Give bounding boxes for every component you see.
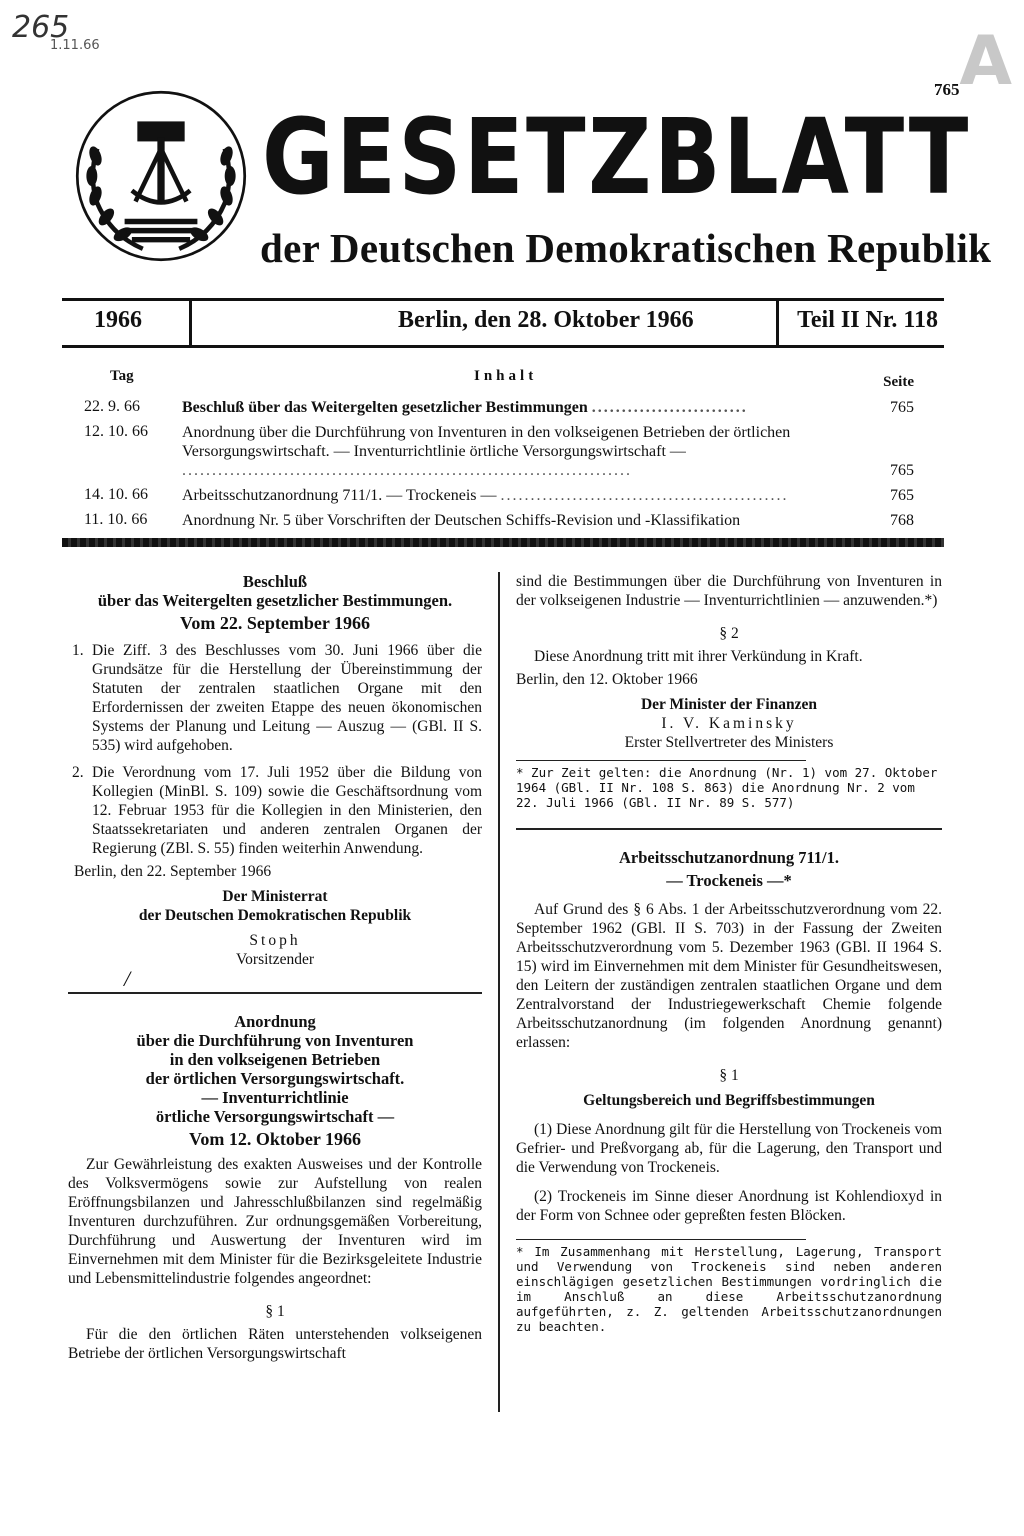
anordnung-subheading: örtliche Versorgungswirtschaft — xyxy=(155,1107,395,1126)
masthead-subtitle: der Deutschen Demokratischen Republik xyxy=(260,225,992,271)
anordnung-signer-title: Erster Stellvertreter des Ministers xyxy=(624,734,834,751)
beschluss-authority: Der Ministerrat xyxy=(222,888,328,905)
toc-row-page: 768 xyxy=(890,512,914,529)
state-emblem-icon xyxy=(70,85,252,267)
masthead-title: GESETZBLATT xyxy=(262,96,971,218)
anordnung-signer: I. V. Kaminsky xyxy=(661,715,797,732)
item-text: Die Ziff. 3 des Beschlusses vom 30. Juni 1966 über die Grundsätze für die Herstellung der Übereinstimmung der Statuten der zentralen staatlichen Organe mit den Erfordernissen der zweiten Etappe des neuen ökonomischen Systems der Planung und Leitung — Auszug — (GBl. II S. 535) wird aufgehoben. xyxy=(92,642,482,754)
toc-header-content: Inhalt xyxy=(474,368,538,384)
page-number: 765 xyxy=(934,80,960,99)
table-of-contents xyxy=(62,368,944,536)
anordnung-subheading: über die Durchführung von Inventuren xyxy=(136,1031,414,1050)
toc-row-title: Beschluß über das Weitergelten gesetzlicher Bestimmungen xyxy=(182,399,588,416)
toc-row[interactable] xyxy=(62,423,944,480)
toc-row-date: 12. 10. 66 xyxy=(84,423,148,440)
anordnung-paragraph-2-label: § 2 xyxy=(719,625,739,642)
anordnung-footnote: * Zur Zeit gelten: die Anordnung (Nr. 1) vom 27. Oktober 1964 (GBl. II Nr. 108 S. 863) die Anordnung Nr. 2 vom 22. Juli 1966 (GBl. II Nr. 89 S. 577) xyxy=(516,765,938,810)
anordnung-authority: Der Minister der Finanzen xyxy=(640,696,818,713)
archive-stamp: A xyxy=(959,22,1012,101)
item-number: 2. xyxy=(72,764,84,781)
toc-header-page: Seite xyxy=(883,374,914,390)
anordnung-paragraph-1-label: § 1 xyxy=(265,1303,285,1320)
anordnung-heading: Anordnung xyxy=(234,1012,316,1031)
anordnung-paragraph-1-continued: sind die Bestimmungen über die Durchführung von Inventuren in der volkseigenen Industrie — Inventurrichtlinien — anzuwenden.*) xyxy=(516,573,942,609)
toc-row-page: 765 xyxy=(890,399,914,416)
left-column xyxy=(68,572,482,1363)
beschluss-place-date: Berlin, den 22. September 1966 xyxy=(74,863,272,880)
toc-row-page: 765 xyxy=(890,487,914,504)
anordnung-date: Vom 12. Oktober 1966 xyxy=(188,1129,361,1149)
anordnung-place-date: Berlin, den 12. Oktober 1966 xyxy=(516,671,698,688)
issue-date: Berlin, den 28. Oktober 1966 xyxy=(398,307,694,333)
anordnung-paragraph-1-text: Für die den örtlichen Räten unterstehenden volkseigenen Betriebe der örtlichen Versorgungswirtschaft xyxy=(68,1326,482,1362)
issue-part: Teil II Nr. 118 xyxy=(797,307,938,333)
issue-divider xyxy=(776,298,779,348)
arbeitsschutz-paragraph-1-title: Geltungsbereich und Begriffsbestimmungen xyxy=(583,1092,875,1109)
toc-row-date: 11. 10. 66 xyxy=(84,511,148,528)
section-divider xyxy=(516,828,942,830)
column-divider xyxy=(498,572,500,1412)
footnote-rule xyxy=(516,760,806,761)
toc-row[interactable] xyxy=(62,511,944,530)
beschluss-heading: Beschluß xyxy=(242,572,308,591)
right-column xyxy=(516,572,942,1334)
arbeitsschutz-paragraph-1-label: § 1 xyxy=(719,1067,739,1084)
toc-row[interactable] xyxy=(62,486,944,505)
toc-row-date: 22. 9. 66 xyxy=(84,398,140,415)
toc-row-title: Anordnung Nr. 5 über Vorschriften der Deutschen Schiffs-Revision und -Klassifikation xyxy=(182,512,741,529)
toc-row-title: Arbeitsschutzanordnung 711/1. — Trockeneis — xyxy=(182,487,497,504)
beschluss-signer-title: Vorsitzender xyxy=(235,951,315,968)
issue-year: 1966 xyxy=(94,307,142,333)
handwritten-note: 1.11.66 xyxy=(50,38,100,53)
toc-row-dots: ........................................................................... xyxy=(182,462,632,479)
issue-bar xyxy=(62,298,944,348)
toc-header-date: Tag xyxy=(110,368,134,384)
anordnung-intro: Zur Gewährleistung des exakten Ausweises und der Kontrolle des Volksvermögens sowie zur Aufstellung von realen Eröffnungsbilanzen und Jahresschlußbilanzen sind regelmäßig Inventuren durchzuführen. Zur ordnungsgemäßen Vorbereitung, Durchführung und Auswertung der Inventuren wird im Einvernehmen mit dem Minister für die Bezirksgeleitete Industrie und Lebensmittelindustrie folgendes angeordnet: xyxy=(68,1156,482,1287)
toc-row-page: 765 xyxy=(890,462,914,479)
arbeitsschutz-item-2: (2) Trockeneis im Sinne dieser Anordnung ist Kohlendioxyd in der Form von Schnee oder gepreßten festen Blöcken. xyxy=(516,1188,942,1224)
section-divider xyxy=(68,992,482,994)
footnote-rule xyxy=(516,1239,806,1240)
section-rule xyxy=(62,538,944,547)
beschluss-signer: Stoph xyxy=(249,932,301,949)
toc-row-date: 14. 10. 66 xyxy=(84,486,148,503)
toc-row-dots: ................................................ xyxy=(500,487,789,504)
toc-row-dots: .......................... xyxy=(591,399,748,416)
anordnung-subheading: in den volkseigenen Betrieben xyxy=(169,1050,381,1069)
arbeitsschutz-intro: Auf Grund des § 6 Abs. 1 der Arbeitsschutzverordnung vom 22. September 1962 (GBl. II S. 703) in der Fassung der Zweiten Arbeitsschutzverordnung vom 5. Dezember 1963 (GBl. II 1964 S. 15) wird im Einvernehmen mit dem Minister für Gesundheitswesen, den Leitern der zuständigen zentralen staatlichen Organe und dem Zentralvorstand der Industriegewerkschaft Chemie folgende Arbeitsschutzanordnung (im folgenden Anordnung genannt) erlassen: xyxy=(516,901,942,1051)
anordnung-paragraph-2-text: Diese Anordnung tritt mit ihrer Verkündung in Kraft. xyxy=(534,648,863,665)
anordnung-subheading: der örtlichen Versorgungswirtschaft. xyxy=(145,1069,405,1088)
beschluss-authority-line2: der Deutschen Demokratischen Republik xyxy=(138,907,412,924)
arbeitsschutz-footnote: * Im Zusammenhang mit Herstellung, Lagerung, Transport und Verwendung von Trockeneis sind neben anderen einschlägigen gesetzlichen Bestimmungen vordringlich die im Anschluß an diese Arbeitsschutzanordnung aufgeführten, z. Z. geltenden Arbeitsschutzanordnungen zu beachten. xyxy=(516,1244,942,1334)
arbeitsschutz-item-1: (1) Diese Anordnung gilt für die Herstellung von Trockeneis vom Gefrier- und Preßvorgang ab, für die Lagerung, den Transport und die Verwendung von Trockeneis. xyxy=(516,1121,942,1176)
issue-divider xyxy=(189,298,192,348)
beschluss-item xyxy=(68,641,482,755)
toc-row[interactable] xyxy=(62,398,944,417)
beschluss-item xyxy=(68,763,482,858)
handwritten-number: 265 xyxy=(12,10,70,45)
toc-row-title: Anordnung über die Durchführung von Inventuren in den volkseigenen Betrieben der örtlichen Versorgungswirtschaft. — Inventurrichtlinie örtliche Versorgungswirtschaft — xyxy=(182,424,791,460)
item-text: Die Verordnung vom 17. Juli 1952 über die Bildung von Kollegien (MinBl. S. 109) sowie die Geschäftsordnung vom 12. Februar 1953 für die Kollegien in den Ministerien, den Staatssekretariaten und anderen zentralen Organen der Regierung (ZBl. S. 55) finden weiterhin Anwendung. xyxy=(92,764,482,857)
arbeitsschutz-heading: Arbeitsschutzanordnung 711/1. xyxy=(618,848,840,867)
arbeitsschutz-subheading: — Trockeneis —* xyxy=(666,871,792,890)
anordnung-subheading: — Inventurrichtlinie xyxy=(201,1088,349,1107)
beschluss-date: Vom 22. September 1966 xyxy=(180,613,370,633)
pencil-mark: / xyxy=(124,966,131,991)
item-number: 1. xyxy=(72,642,84,659)
beschluss-subheading: über das Weitergelten gesetzlicher Bestimmungen. xyxy=(97,591,453,610)
